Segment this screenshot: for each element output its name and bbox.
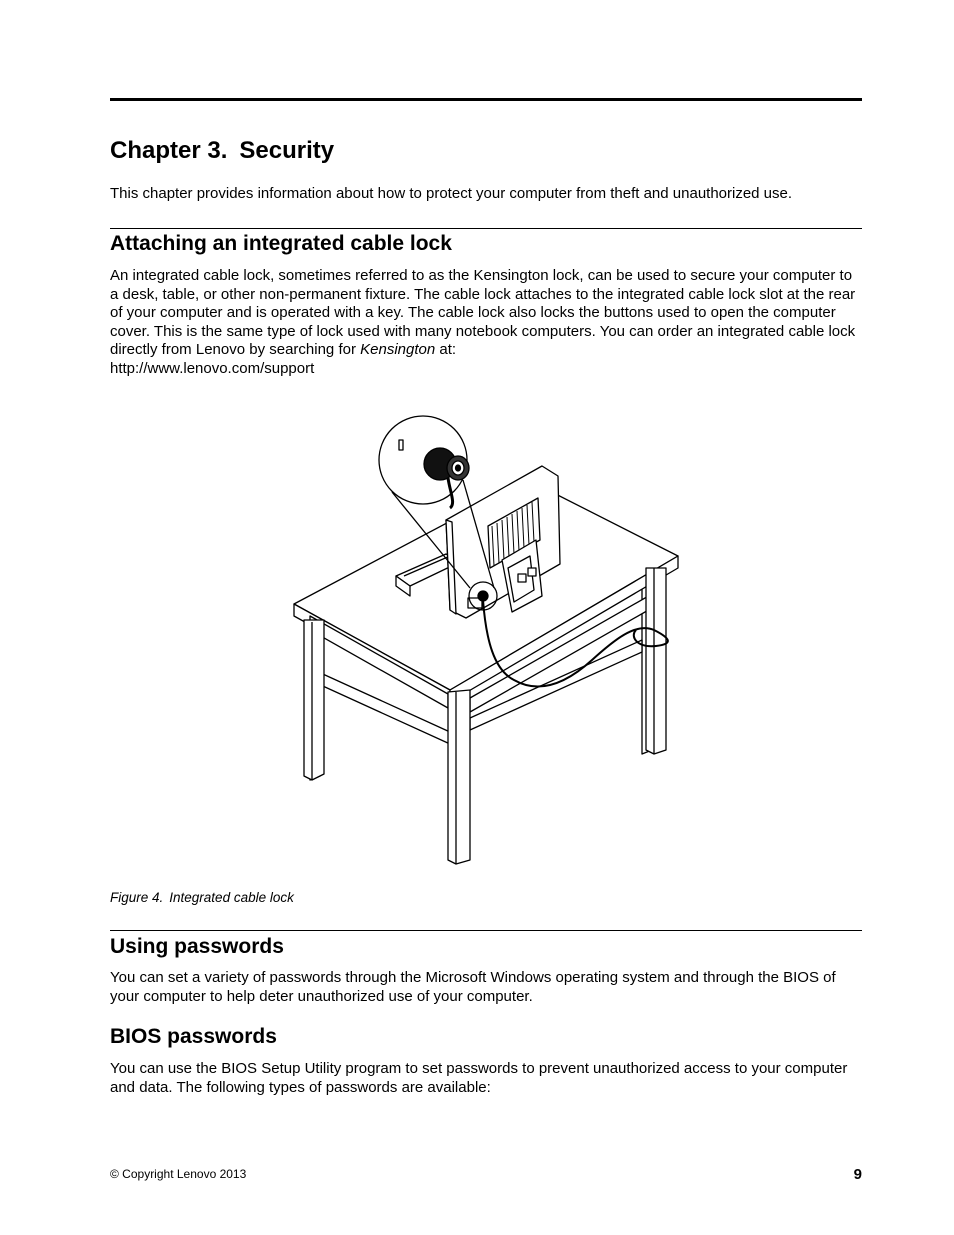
cable-lock-body-tail: at: [435,341,457,358]
heading-bios-passwords: BIOS passwords [110,1025,277,1048]
table-leg-front [448,690,470,864]
figure-caption-text: Integrated cable lock [169,890,294,905]
kensington-term: Kensington [360,341,436,358]
section-rule-passwords [110,930,862,931]
heading-using-passwords: Using passwords [110,935,284,958]
chapter-intro: This chapter provides information about how to protect your computer from theft and unauthorized use. [110,185,793,202]
chapter-title [110,136,334,166]
bios-body: You can use the BIOS Setup Utility program to set passwords to prevent unauthorized access to your computer and data. The following types of passwords are available: [110,1060,848,1096]
section-rule-cable-lock [110,228,862,229]
chapter-number: Chapter 3. [110,137,228,164]
chapter-top-rule [110,98,862,101]
footer-copyright: © Copyright Lenovo 2013 [110,1167,247,1181]
support-url-link[interactable]: http://www.lenovo.com/support [110,359,315,377]
cable-lock-body-text: An integrated cable lock, sometimes referred to as the Kensington lock, can be used to secure your computer to a desk, table, or other non-permanent fixture. The cable lock attaches to the integrated cable lock slot at the rear of your computer and is operated with a key. The cable lock also locks the buttons used to open the computer cover. This is the same type of lock used with many notebook computers. You can order an integrated cable lock directly from Lenovo by searching for [110,267,856,358]
figure-label: Figure 4. [110,890,164,905]
figure-caption [110,889,862,907]
cable-lock-body [110,267,862,378]
cable-lock-figure [280,408,700,870]
page-number: 9 [853,1166,862,1183]
passwords-body: You can set a variety of passwords through the Microsoft Windows operating system and through the BIOS of your computer to help deter unauthorized use of your computer. [110,969,836,1005]
heading-cable-lock: Attaching an integrated cable lock [110,232,452,255]
chapter-title-text: Security [239,137,335,164]
